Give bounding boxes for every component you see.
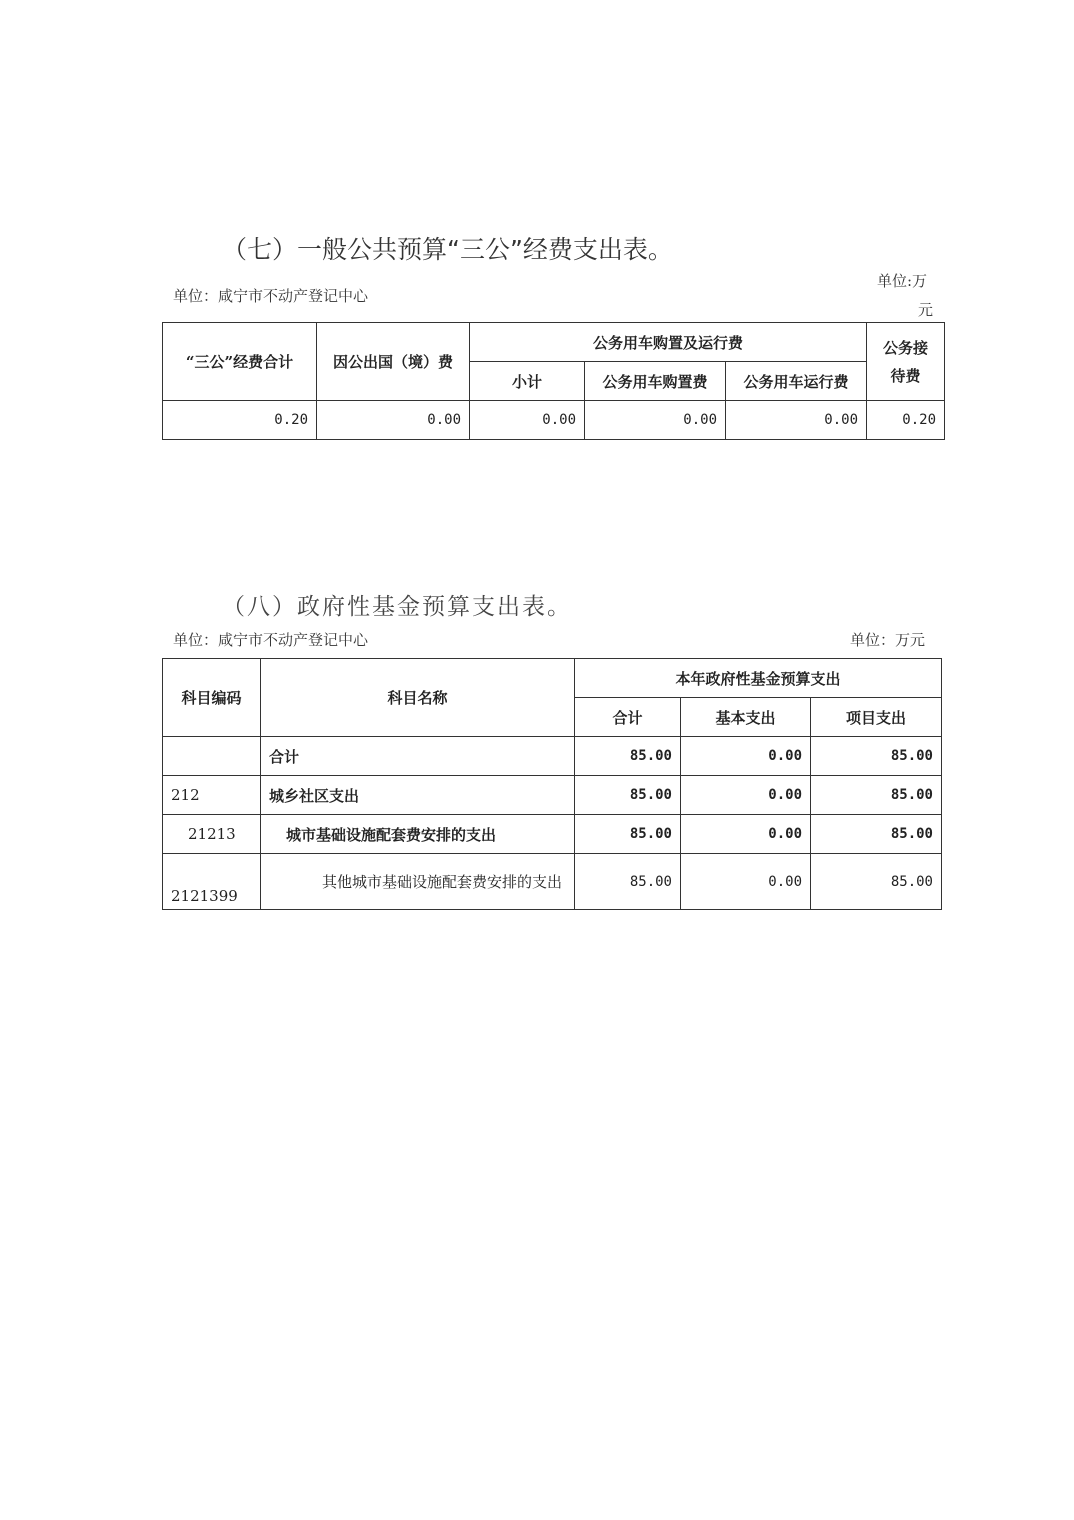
- header-vehicle-operation: 公务用车运行费: [726, 362, 867, 401]
- section7-unit-measure-line2: 元: [918, 301, 934, 319]
- header-three-public-total: “三公”经费合计: [163, 323, 317, 401]
- section7-title: （七）一般公共预算“三公”经费支出表。: [222, 235, 673, 264]
- cell-total: 85.00: [575, 815, 681, 854]
- header-total: 合计: [575, 698, 681, 737]
- government-fund-table: [162, 658, 942, 910]
- cell-basic: 0.00: [681, 776, 811, 815]
- header-vehicle-group: 公务用车购置及运行费: [470, 323, 867, 362]
- header-abroad: 因公出国（境）费: [317, 323, 470, 401]
- header-name: 科目名称: [261, 659, 575, 737]
- table-row: [163, 401, 945, 440]
- cell-reception: 0.20: [867, 401, 945, 440]
- cell-project: 85.00: [811, 815, 942, 854]
- cell-abroad: 0.00: [317, 401, 470, 440]
- header-basic: 基本支出: [681, 698, 811, 737]
- section7-unit-org: 单位：咸宁市不动产登记中心: [173, 287, 369, 305]
- cell-name: 城乡社区支出: [261, 776, 575, 815]
- three-public-expense-table: [162, 322, 945, 440]
- cell-subtotal: 0.00: [470, 401, 585, 440]
- header-fund-group: 本年政府性基金预算支出: [575, 659, 942, 698]
- section8-title: （八）政府性基金预算支出表。: [222, 594, 572, 620]
- table-row: [163, 854, 942, 910]
- cell-name: 合计: [261, 737, 575, 776]
- table-row: [163, 737, 942, 776]
- cell-code: 2121399: [163, 854, 261, 910]
- cell-vehicle-purchase: 0.00: [585, 401, 726, 440]
- cell-basic: 0.00: [681, 815, 811, 854]
- cell-total: 85.00: [575, 854, 681, 910]
- cell-code: [163, 737, 261, 776]
- cell-total: 0.20: [163, 401, 317, 440]
- cell-code: 21213: [163, 815, 261, 854]
- table-row: [163, 776, 942, 815]
- header-project: 项目支出: [811, 698, 942, 737]
- cell-project: 85.00: [811, 776, 942, 815]
- header-code: 科目编码: [163, 659, 261, 737]
- section8-unit-measure: 单位：万元: [850, 631, 926, 649]
- cell-basic: 0.00: [681, 737, 811, 776]
- header-reception: 公务接待费: [867, 323, 945, 401]
- section7-unit-measure-line1: 单位:万: [877, 272, 928, 290]
- cell-code: 212: [163, 776, 261, 815]
- table-row: [163, 815, 942, 854]
- cell-basic: 0.00: [681, 854, 811, 910]
- cell-vehicle-operation: 0.00: [726, 401, 867, 440]
- header-vehicle-purchase: 公务用车购置费: [585, 362, 726, 401]
- section8-unit-org: 单位：咸宁市不动产登记中心: [173, 631, 369, 649]
- cell-name: 城市基础设施配套费安排的支出: [261, 815, 575, 854]
- cell-name: 其他城市基础设施配套费安排的支出: [261, 854, 575, 910]
- cell-project: 85.00: [811, 854, 942, 910]
- header-subtotal: 小计: [470, 362, 585, 401]
- cell-total: 85.00: [575, 737, 681, 776]
- cell-project: 85.00: [811, 737, 942, 776]
- cell-total: 85.00: [575, 776, 681, 815]
